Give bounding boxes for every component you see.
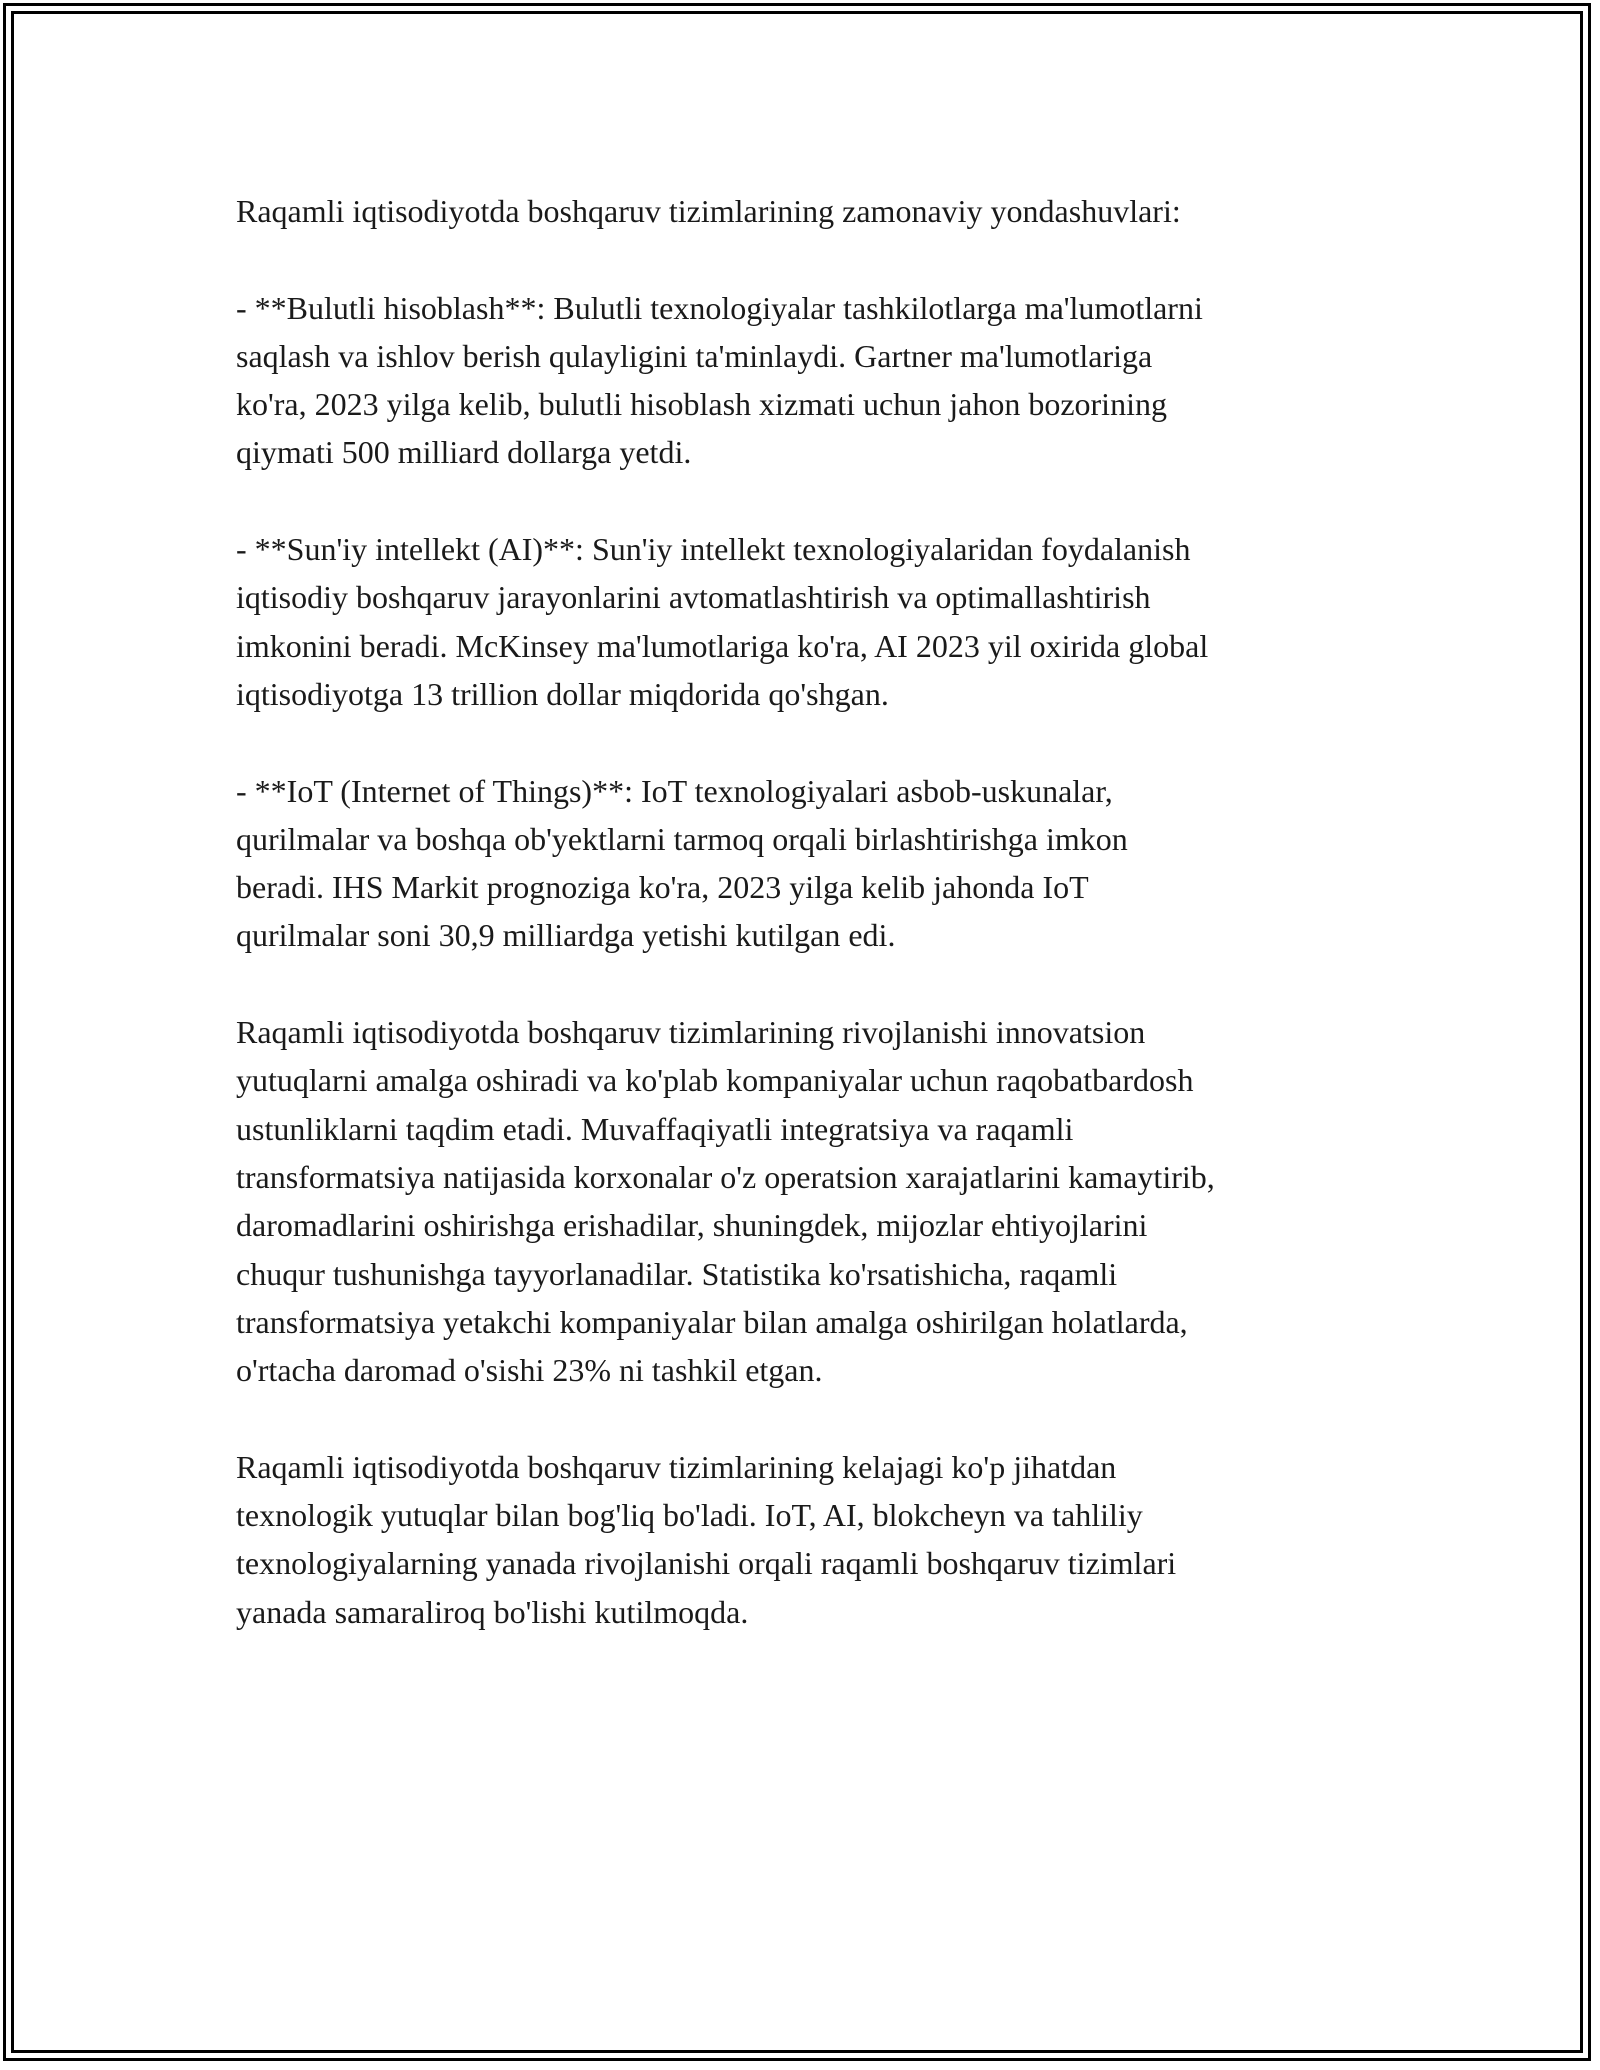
paragraph-future: Raqamli iqtisodiyotda boshqaruv tizimlarining kelajagi ko'p jihatdan texnologik yutuqlar bilan bog'liq bo'ladi. IoT, AI, blokcheyn va tahliliy texnologiyalarning yanada rivojlanishi orqali raqamli boshqaruv tizimlari yanada samaraliroq bo'lishi kutilmoqda. (236, 1448, 1177, 1630)
list-item-cloud: - **Bulutli hisoblash**: Bulutli texnologiyalar tashkilotlarga ma'lumotlarni saqlash va ishlov berish qulayligini ta'minlaydi. Gartner ma'lumotlariga ko'ra, 2023 yilga kelib, bulutli hisoblash xizmati uchun jahon bozorining qiymati 500 milliard dollarga yetdi. (236, 289, 1203, 471)
list-item-iot: - **IoT (Internet of Things)**: IoT texnologiyalari asbob-uskunalar, qurilmalar va boshqa ob'yektlarni tarmoq orqali birlashtirishga imkon beradi. IHS Markit prognoziga ko'ra, 2023 yilga kelib jahonda IoT qurilmalar soni 30,9 milliardga yetishi kutilgan edi. (236, 772, 1128, 954)
document-body (236, 187, 1376, 1684)
list-item-ai: - **Sun'iy intellekt (AI)**: Sun'iy intellekt texnologiyalaridan foydalanish iqtisodiy boshqaruv jarayonlarini avtomatlashtirish va optimallashtirish imkonini beradi. McKinsey ma'lumotlariga ko'ra, AI 2023 yil oxirida global iqtisodiyotga 13 trillion dollar miqdorida qo'shgan. (236, 531, 1209, 712)
paragraph-development: Raqamli iqtisodiyotda boshqaruv tizimlarining rivojlanishi innovatsion yutuqlarni amalga oshiradi va ko'plab kompaniyalar uchun raqobatbardosh ustunliklarni taqdim etadi. Muvaffaqiyatli integratsiya va raqamli transformatsiya natijasida korxonalar o'z operatsion xarajatlarini kamaytirib, daromadlarini oshirishga erishadilar, shuningdek, mijozlar ehtiyojlarini chuqur tushunishga tayyorlanadilar. Statistika ko'rsatishicha, raqamli transformatsiya yetakchi kompaniyalar bilan amalga oshirilgan holatlarda, o'rtacha daromad o'sishi 23% ni tashkil etgan. (236, 1014, 1215, 1389)
document-heading: Raqamli iqtisodiyotda boshqaruv tizimlarining zamonaviy yondashuvlari: (236, 193, 1181, 229)
